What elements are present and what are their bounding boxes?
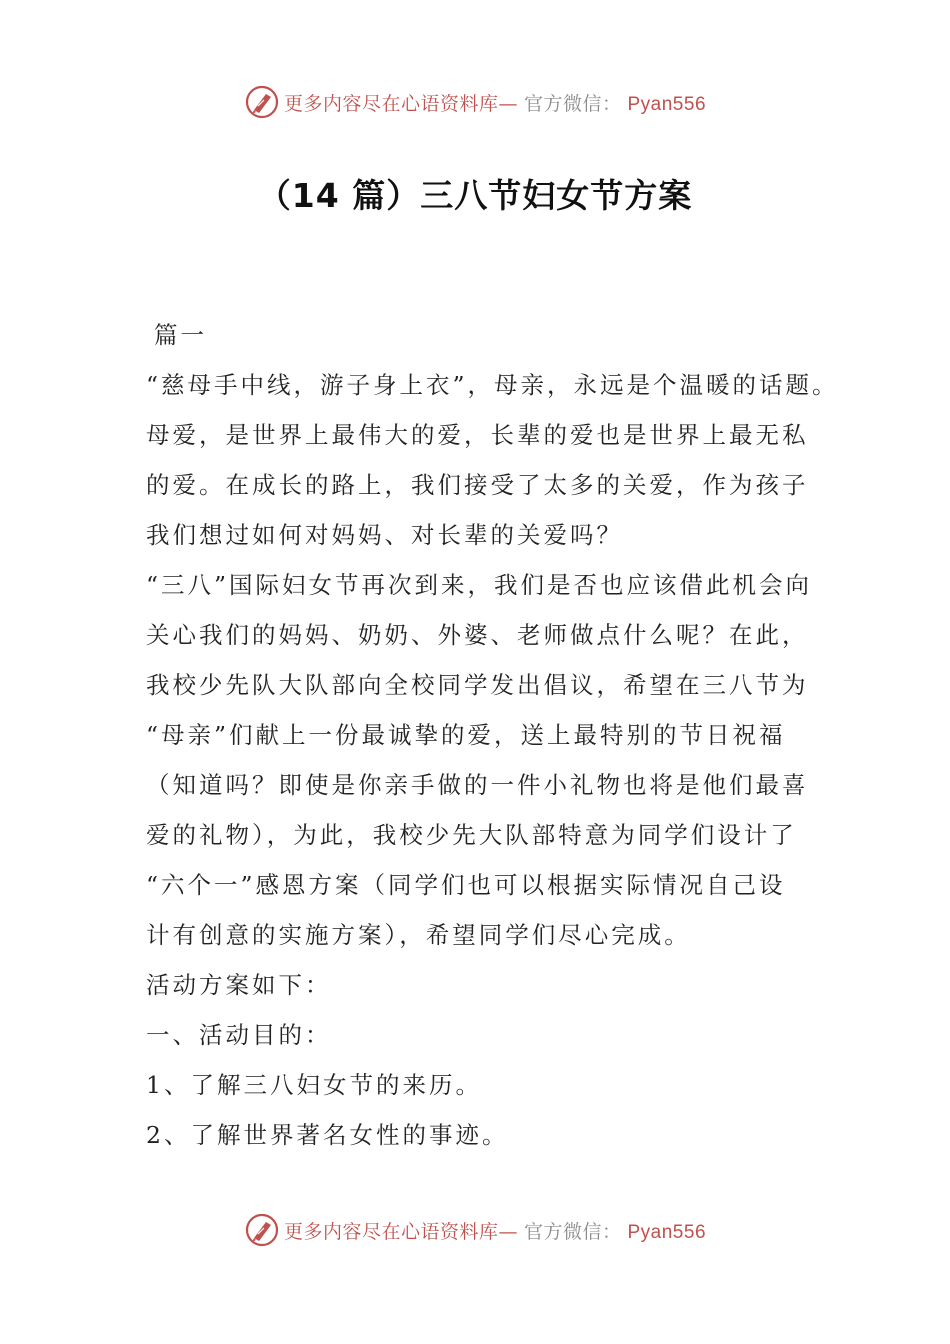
banner-text: 更多内容尽在心语资料库— 官方微信： Pyan556 [283, 92, 707, 115]
paragraph-line: “六个一”感恩方案（同学们也可以根据实际情况自己设 [146, 871, 786, 899]
paragraph-line: 母爱，是世界上最伟大的爱，长辈的爱也是世界上最无私 [146, 421, 809, 449]
banner-text: 更多内容尽在心语资料库— 官方微信： Pyan556 [283, 1220, 707, 1243]
paragraph-line: 关心我们的妈妈、奶奶、外婆、老师做点什么呢？在此， [146, 621, 809, 649]
document-body [146, 310, 839, 1160]
list-item: 2、了解世界著名女性的事迹。 [146, 1121, 509, 1149]
list-item: 1、了解三八妇女节的来历。 [146, 1071, 482, 1099]
paragraph-line: 我校少先队大队部向全校同学发出倡议，希望在三八节为 [146, 671, 809, 699]
paragraph-line: “三八”国际妇女节再次到来，我们是否也应该借此机会向 [146, 571, 813, 599]
paragraph-line: “母亲”们献上一份最诚挚的爱，送上最特别的节日祝福 [146, 721, 786, 749]
paragraph-line: 计有创意的实施方案），希望同学们尽心完成。 [146, 921, 691, 949]
pen-nib-logo-icon [244, 84, 280, 120]
paragraph-line: 爱的礼物），为此，我校少先大队部特意为同学们设计了 [146, 821, 797, 849]
paragraph-line: “慈母手中线，游子身上衣”，母亲，永远是个温暖的话题。 [146, 371, 839, 399]
paragraph-line: （知道吗？即使是你亲手做的一件小礼物也将是他们最喜 [146, 771, 809, 799]
paragraph-line: 的爱。在成长的路上，我们接受了太多的关爱，作为孩子 [146, 471, 809, 499]
footer-banner [0, 1208, 950, 1252]
page-title: （14 篇）三八节妇女节方案 [257, 176, 693, 215]
wechat-id: Pyan556 [627, 1221, 707, 1243]
pen-nib-logo-icon [244, 1212, 280, 1248]
list-heading: 一、活动目的： [146, 1021, 332, 1049]
section-heading: 篇一 [154, 321, 207, 349]
paragraph-line: 我们想过如何对妈妈、对长辈的关爱吗？ [146, 521, 623, 549]
wechat-id: Pyan556 [627, 93, 707, 115]
paragraph-line: 活动方案如下： [146, 971, 332, 999]
header-banner [0, 80, 950, 124]
